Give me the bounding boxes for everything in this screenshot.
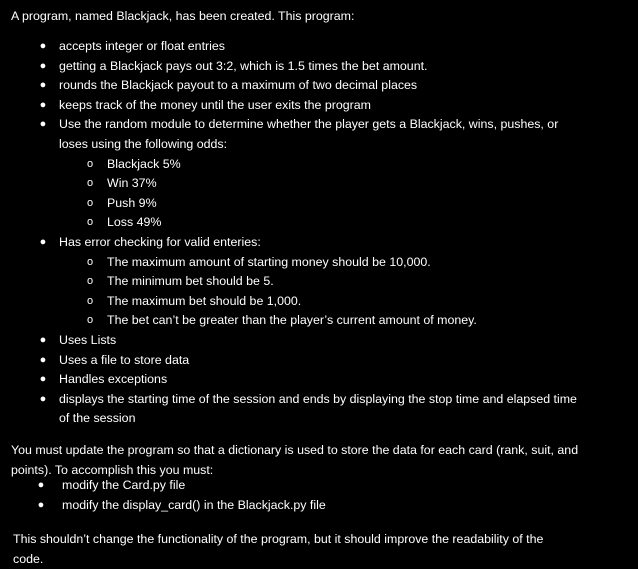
list-item: ● accepts integer or float entries	[0, 37, 638, 57]
sub-list-item: o The maximum bet should be 1,000.	[59, 292, 638, 312]
bullet-icon: ●	[39, 373, 47, 386]
bullet-icon: ●	[39, 235, 47, 248]
validation-list	[59, 253, 638, 331]
circle-bullet-icon: o	[86, 216, 94, 229]
list-item: ● modify the display_card() in the Blackjack.py file	[0, 496, 638, 516]
bullet-icon: ●	[39, 40, 47, 52]
circle-bullet-icon: o	[86, 177, 94, 190]
feature-list	[0, 37, 638, 429]
sub-list-item: o The bet can’t be greater than the player’s current amount of money.	[59, 311, 638, 331]
list-item: ● Handles exceptions	[0, 370, 638, 390]
circle-bullet-icon: o	[86, 314, 94, 327]
bullet-icon: ●	[39, 353, 47, 366]
closing-text: This shouldn’t change the functionality of the program, but it should improve the readability of the code.	[13, 532, 544, 566]
list-item: ● keeps track of the money until the user exits the program	[0, 96, 638, 116]
list-item: ● Use the random module to determine whether the player gets a Blackjack, wins, pushes, or loses using the following odds: o Blackjack 5% o Win 37% o Push 9% o Loss 49%	[0, 115, 638, 233]
bullet-icon: ●	[37, 498, 45, 511]
circle-bullet-icon: o	[86, 157, 94, 170]
list-item: ● Uses Lists	[0, 331, 638, 351]
circle-bullet-icon: o	[86, 275, 94, 288]
list-item: ● displays the starting time of the session and ends by displaying the stop time and elapsed time of the session	[0, 390, 638, 429]
list-item: ● Has error checking for valid enteries: o The maximum amount of starting money should be 10,000. o The minimum bet should be 5. o The maximum bet should be 1,000. o The bet can’t be greater than the player’s current amount of money.	[0, 233, 638, 331]
circle-bullet-icon: o	[86, 255, 94, 268]
sub-list-item: o Win 37%	[59, 174, 638, 194]
bullet-icon: ●	[39, 392, 47, 405]
list-item: ● Uses a file to store data	[0, 351, 638, 371]
circle-bullet-icon: o	[86, 196, 94, 209]
list-item: ● rounds the Blackjack payout to a maximum of two decimal places	[0, 76, 638, 96]
list-item: ● getting a Blackjack pays out 3:2, which is 1.5 times the bet amount.	[0, 57, 638, 77]
bullet-icon: ●	[39, 98, 47, 111]
intro-text: A program, named Blackjack, has been created. This program:	[11, 9, 355, 23]
update-list	[0, 476, 638, 515]
sub-list-item: o Loss 49%	[59, 213, 638, 233]
bullet-icon: ●	[37, 479, 45, 491]
list-item: ● modify the Card.py file	[0, 476, 638, 496]
bullet-icon: ●	[39, 118, 47, 131]
sub-list-item: o The maximum amount of starting money should be 10,000.	[59, 253, 638, 273]
bullet-icon: ●	[39, 79, 47, 92]
sub-list-item: o Push 9%	[59, 194, 638, 214]
odds-list	[59, 155, 638, 233]
bullet-icon: ●	[39, 333, 47, 346]
circle-bullet-icon: o	[86, 294, 94, 307]
update-text: You must update the program so that a dictionary is used to store the data for each card (rank, suit, and points). To accomplish this you must:	[11, 443, 579, 477]
bullet-icon: ●	[39, 59, 47, 72]
sub-list-item: o The minimum bet should be 5.	[59, 272, 638, 292]
sub-list-item: o Blackjack 5%	[59, 155, 638, 175]
